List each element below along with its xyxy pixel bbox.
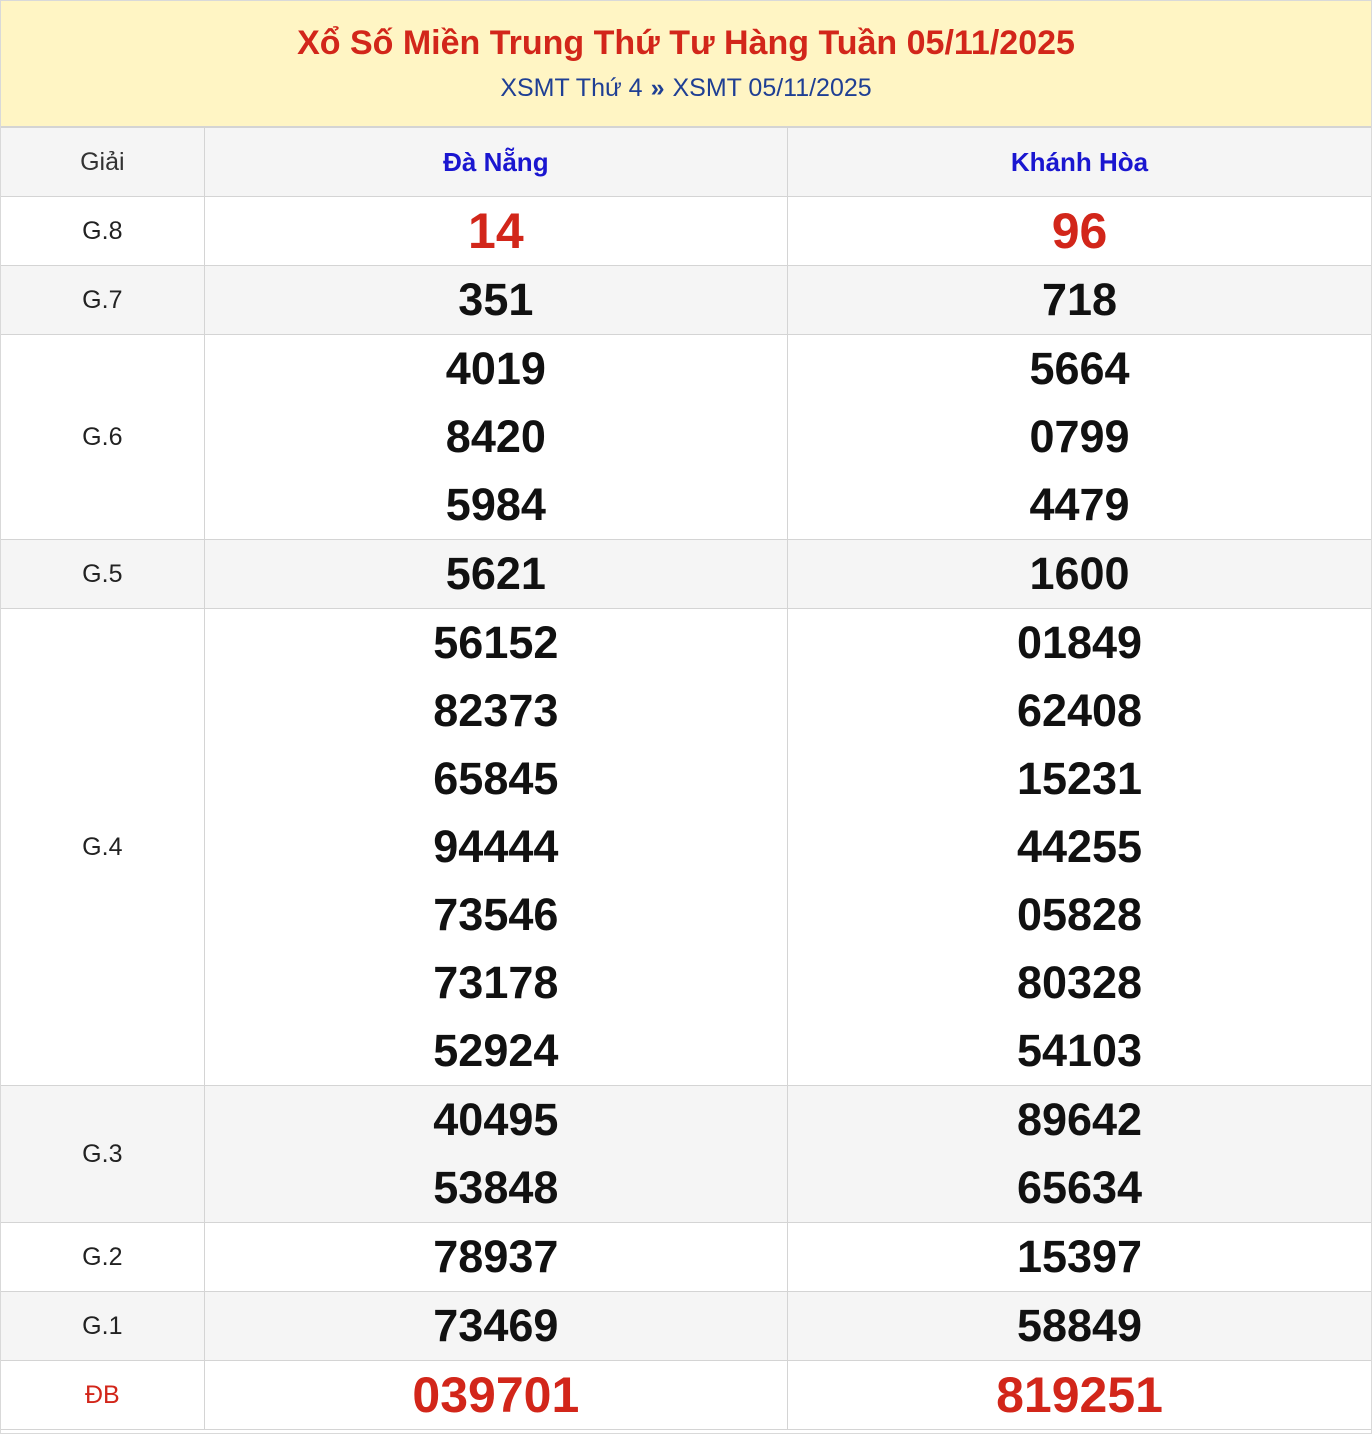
prize-cell <box>1 1292 204 1361</box>
prize-cell <box>1 266 204 335</box>
result-cell-khanh-hoa <box>788 609 1371 1086</box>
result-cell-da-nang <box>204 1223 787 1292</box>
prize-cell <box>1 1223 204 1292</box>
result-cell-khanh-hoa <box>788 540 1371 609</box>
result-cell-da-nang <box>204 1086 787 1223</box>
result-number: 15397 <box>1016 1231 1143 1282</box>
prize-label: G.6 <box>82 422 123 451</box>
result-number: 1600 <box>1029 548 1130 599</box>
result-number: 94444 <box>433 821 559 872</box>
jackpot-number: 819251 <box>996 1367 1163 1423</box>
result-number: 5664 <box>1029 343 1130 394</box>
result-cell-khanh-hoa <box>788 1086 1371 1223</box>
result-number: 01849 <box>1016 617 1143 668</box>
result-number: 4479 <box>1029 479 1130 530</box>
result-number: 65845 <box>433 753 559 804</box>
result-number: 78937 <box>433 1231 559 1282</box>
table-row <box>1 1292 1371 1361</box>
result-cell-khanh-hoa <box>788 1292 1371 1361</box>
result-number: 96 <box>1051 203 1108 259</box>
page-title: Xổ Số Miền Trung Thứ Tư Hàng Tuần 05/11/2025 <box>297 24 1075 62</box>
prize-label: G.7 <box>82 285 123 314</box>
result-number: 54103 <box>1016 1025 1143 1076</box>
result-cell-khanh-hoa <box>788 197 1371 266</box>
breadcrumb-link-date[interactable]: XSMT 05/11/2025 <box>672 74 872 102</box>
breadcrumb-link-weekday[interactable]: XSMT Thứ 4 <box>500 74 643 102</box>
table-row <box>1 1086 1371 1223</box>
result-number: 0799 <box>1029 411 1130 462</box>
column-header-province-da-nang[interactable]: Đà Nẵng <box>204 128 787 197</box>
result-number: 351 <box>458 274 534 325</box>
result-cell-da-nang <box>204 1361 787 1430</box>
result-number: 53848 <box>433 1162 559 1213</box>
result-cell-khanh-hoa <box>788 1361 1371 1430</box>
prize-label: ĐB <box>84 1380 120 1409</box>
breadcrumb-separator: » <box>650 74 665 102</box>
column-header-prize: Giải <box>1 128 204 197</box>
result-number: 58849 <box>1016 1300 1143 1351</box>
result-number: 5621 <box>445 548 546 599</box>
result-number: 52924 <box>433 1025 559 1076</box>
result-cell-da-nang <box>204 335 787 540</box>
result-cell-khanh-hoa <box>788 266 1371 335</box>
prize-cell <box>1 609 204 1086</box>
results-table <box>1 128 1371 1430</box>
table-row <box>1 335 1371 540</box>
result-number: 44255 <box>1016 821 1143 872</box>
result-number: 73178 <box>433 957 559 1008</box>
result-number: 62408 <box>1016 685 1143 736</box>
prize-cell <box>1 197 204 266</box>
table-row <box>1 1223 1371 1292</box>
table-row <box>1 540 1371 609</box>
result-number: 15231 <box>1016 753 1143 804</box>
prize-cell <box>1 540 204 609</box>
result-number: 14 <box>468 203 524 259</box>
result-number: 40495 <box>433 1094 559 1145</box>
prize-label: G.8 <box>82 216 123 245</box>
table-header-row <box>1 128 1371 197</box>
result-cell-da-nang <box>204 197 787 266</box>
result-number: 05828 <box>1016 889 1143 940</box>
result-number: 73546 <box>433 889 559 940</box>
prize-label: G.5 <box>82 559 123 588</box>
table-row <box>1 197 1371 266</box>
result-cell-da-nang <box>204 1292 787 1361</box>
result-cell-da-nang <box>204 540 787 609</box>
prize-cell <box>1 335 204 540</box>
result-number: 718 <box>1041 274 1118 325</box>
prize-cell <box>1 1361 204 1430</box>
result-number: 80328 <box>1016 957 1143 1008</box>
result-cell-da-nang <box>204 609 787 1086</box>
column-header-province-khanh-hoa[interactable]: Khánh Hòa <box>788 128 1371 197</box>
prize-label: G.1 <box>82 1311 123 1340</box>
prize-label: G.4 <box>82 832 123 861</box>
result-number: 82373 <box>433 685 559 736</box>
result-number: 89642 <box>1016 1094 1143 1145</box>
result-number: 56152 <box>433 617 559 668</box>
result-number: 4019 <box>445 343 546 394</box>
result-number: 5984 <box>445 479 546 530</box>
table-row <box>1 609 1371 1086</box>
result-number: 73469 <box>433 1300 559 1351</box>
jackpot-number: 039701 <box>412 1367 580 1423</box>
prize-cell <box>1 1086 204 1223</box>
result-cell-da-nang <box>204 266 787 335</box>
prize-label: G.3 <box>82 1139 123 1168</box>
prize-label: G.2 <box>82 1242 123 1271</box>
table-row <box>1 1361 1371 1430</box>
result-number: 65634 <box>1016 1162 1143 1213</box>
table-row <box>1 266 1371 335</box>
result-cell-khanh-hoa <box>788 335 1371 540</box>
result-number: 8420 <box>445 411 546 462</box>
result-cell-khanh-hoa <box>788 1223 1371 1292</box>
results-header <box>1 1 1371 128</box>
breadcrumb <box>1 73 1371 103</box>
